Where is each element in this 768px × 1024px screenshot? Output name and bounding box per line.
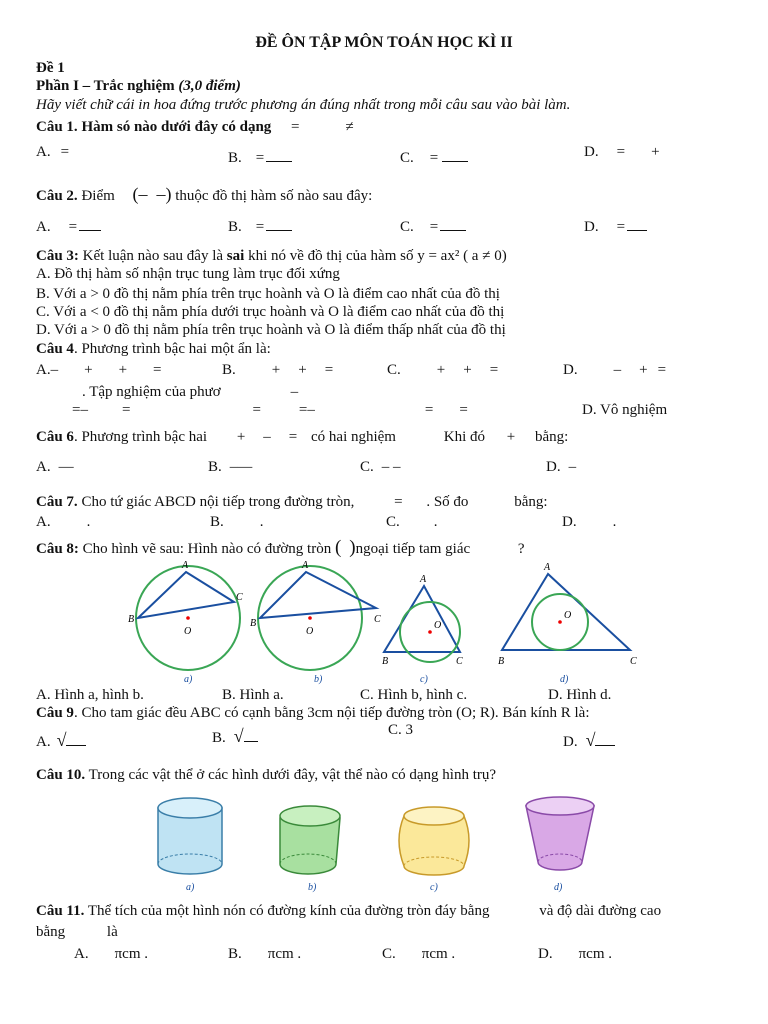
q6-option-b: B. –— — [208, 459, 253, 475]
q7-number: Câu 7. — [36, 494, 78, 510]
q9-number: Câu 9 — [36, 705, 74, 721]
q8-option-d: D. Hình d. — [548, 687, 612, 703]
q11-option-a — [74, 946, 148, 963]
q11-c-label: C. — [382, 946, 396, 962]
q11-d-unit: πcm . — [578, 946, 612, 962]
q7-a-label: A. — [36, 514, 51, 530]
q2-d-label: D. — [584, 219, 599, 235]
q7-text: Cho tứ giác ABCD nội tiếp trong đường tròn, — [81, 494, 355, 510]
q1-option-d: D. = + — [584, 144, 660, 160]
q7-option-d: D. . — [562, 514, 617, 530]
q1-option-b: B. = — [228, 150, 292, 167]
q8-text: Cho hình vẽ sau: Hình nào có đường tròn — [82, 541, 332, 557]
q4-number: Câu 4 — [36, 341, 74, 357]
q3-text-2: khi nó về đồ thị của hàm số y = ax² ( a ≠ 0) — [248, 248, 507, 264]
q4-option-c: C. + + = — [387, 362, 499, 378]
q3-text-1: Kết luận nào sau đây là — [82, 248, 224, 264]
q8-option-a: A. Hình a, hình b. — [36, 687, 144, 703]
question-1: Câu 1. Hàm só nào dưới đây có dạng = ≠ — [36, 119, 354, 135]
cup-d-caption: d) — [554, 882, 563, 893]
q9-text: . Cho tam giác đều ABC có cạnh bằng 3cm nội tiếp đường tròn (O; R). Bán kính R là: — [73, 705, 590, 721]
q6-number: Câu 6 — [36, 429, 74, 445]
q4-d-label: D. — [563, 362, 578, 378]
q10-figures — [140, 794, 600, 898]
q9-option-c: C. 3 — [388, 722, 414, 738]
svg-text:A: A — [182, 560, 189, 571]
cylinder-a-caption: a) — [186, 882, 195, 893]
q4-c-label: C. — [387, 362, 401, 378]
q5-options: =– = = =– = = — [72, 402, 468, 418]
q1-text: Hàm só nào dưới đây có dạng — [81, 119, 272, 135]
q6-option-a: A. — — [36, 459, 74, 475]
part-heading — [36, 78, 241, 95]
barrel-c — [399, 807, 469, 893]
q5-text: . Tập nghiệm của phươ – — [82, 384, 299, 400]
q1-number: Câu 1. — [36, 119, 78, 135]
q6-option-c: C. – – — [360, 459, 401, 475]
q7-c-label: C. — [386, 514, 400, 530]
figure-b-caption: b) — [314, 674, 323, 685]
q11-option-b — [228, 946, 301, 963]
q6-text-4: bằng: — [534, 429, 569, 445]
q9-d-label: D. — [563, 734, 578, 750]
svg-text:O: O — [564, 610, 572, 621]
cylinder-b-caption: b) — [308, 882, 317, 893]
figure-b — [250, 560, 381, 685]
q3-option-c: C. Với a < 0 đồ thị nằm phía dưới trục hoành và O là điểm cao nhất của đồ thị — [36, 304, 505, 320]
q2-c-label: C. — [400, 219, 414, 235]
q11-b-unit: πcm . — [267, 946, 302, 962]
q11-a-label: A. — [74, 946, 89, 962]
q1-option-a: A. = — [36, 144, 70, 160]
q8-q: ? — [517, 541, 525, 557]
part-title: Phần I – Trắc nghiệm — [36, 78, 179, 94]
q7-option-a: A. . — [36, 514, 91, 530]
svg-text:A: A — [302, 560, 309, 571]
barrel-c-caption: c) — [430, 882, 438, 893]
figure-a-caption: a) — [184, 674, 193, 685]
q9-option-b: B. √ — [212, 726, 258, 747]
exam-number: Đề 1 — [36, 60, 65, 76]
q11-text-3: bằng — [36, 924, 66, 940]
q3-option-a: A. Đồ thị hàm số nhận trục tung làm trục đối xứng — [36, 266, 340, 282]
q6-text: . Phương trình bậc hai — [73, 429, 208, 445]
q3-number: Câu 3: — [36, 248, 79, 264]
q11-text-4: là — [106, 924, 118, 940]
svg-text:O: O — [184, 626, 192, 637]
q8-option-b: B. Hình a. — [222, 687, 284, 703]
q1-d-label: D. — [584, 144, 599, 160]
q4-text: . Phương trình bậc hai một ẩn là: — [73, 341, 271, 357]
q3-sai: sai — [226, 248, 245, 264]
q1-option-c: C. = — [400, 150, 468, 167]
q8-figures — [120, 560, 650, 686]
question-3 — [36, 248, 507, 265]
cylinder-b — [280, 806, 340, 893]
page-title: ĐỀ ÔN TẬP MÔN TOÁN HỌC KÌ II — [255, 34, 513, 51]
q5-text-span: . Tập nghiệm của phươ — [82, 384, 221, 400]
svg-text:A: A — [544, 562, 551, 573]
q11-b-label: B. — [228, 946, 242, 962]
q1-a-label: A. — [36, 144, 51, 160]
q6-text-2: có hai nghiệm — [311, 429, 396, 445]
q11-text-2: và độ dài đường cao — [539, 903, 662, 919]
q11-c-unit: πcm . — [421, 946, 456, 962]
q2-text: Điểm — [81, 188, 115, 204]
question-8: Câu 8: Cho hình vẽ sau: Hình nào có đường tròn ( )ngoại tiếp tam giác ? — [36, 537, 525, 558]
question-4 — [36, 341, 271, 358]
q9-a-label: A. — [36, 734, 51, 750]
q10-text: Trong các vật thể ở các hình dưới đây, vật thể nào có dạng hình trụ? — [88, 767, 497, 783]
q7-option-c: C. . — [386, 514, 438, 530]
q6-text-3: Khi đó — [443, 429, 485, 445]
q3-option-d: D. Với a > 0 đồ thị nằm phía trên trục hoành và O là điểm thấp nhất của đồ thị — [36, 322, 506, 338]
q8-text-2: ngoại tiếp tam giác — [355, 541, 471, 557]
svg-text:A: A — [420, 574, 427, 585]
q4-a-label: A. — [36, 362, 51, 378]
question-2: Câu 2. Điểm (– –) thuộc đồ thị hàm số nào sau đây: — [36, 184, 373, 204]
question-6: Câu 6. Phương trình bậc hai + – = có hai nghiệm Khi đó + bằng: — [36, 429, 569, 445]
q8-number: Câu 8: — [36, 541, 79, 557]
q2-a-label: A. — [36, 219, 51, 235]
q11-option-c — [382, 946, 455, 963]
question-10 — [36, 767, 496, 784]
q2-option-d: D. = — [584, 219, 647, 236]
q6-c-label: C. — [360, 459, 374, 475]
q11-d-label: D. — [538, 946, 553, 962]
figure-c-caption: c) — [420, 674, 428, 685]
q9-b-label: B. — [212, 730, 226, 746]
q11-line-2 — [36, 924, 118, 941]
q1-c-label: C. — [400, 150, 414, 166]
q6-a-label: A. — [36, 459, 51, 475]
svg-text:C: C — [456, 656, 463, 667]
figure-a — [128, 560, 243, 685]
svg-text:O: O — [306, 626, 314, 637]
q11-option-d — [538, 946, 612, 963]
q2-option-b: B. = — [228, 219, 292, 236]
q7-b-label: B. — [210, 514, 224, 530]
q6-d-label: D. — [546, 459, 561, 475]
svg-text:B: B — [250, 618, 257, 629]
figure-c — [382, 574, 463, 685]
q1-b-label: B. — [228, 150, 242, 166]
q11-a-unit: πcm . — [114, 946, 148, 962]
q2-text-2: thuộc đồ thị hàm số nào sau đây: — [175, 188, 373, 204]
question-11 — [36, 903, 661, 920]
cup-d — [526, 797, 594, 893]
svg-text:O: O — [434, 620, 442, 631]
q2-option-a: A. = — [36, 219, 101, 236]
question-9 — [36, 705, 590, 722]
q7-text-2: . Số đo — [426, 494, 469, 510]
q4-b-label: B. — [222, 362, 236, 378]
part-points: (3,0 điểm) — [178, 78, 241, 94]
q4-option-a: A.– + + = — [36, 362, 162, 378]
q10-number: Câu 10. — [36, 767, 86, 783]
svg-text:C: C — [630, 656, 637, 667]
q5-option-d: D. Vô nghiệm — [582, 402, 668, 418]
q11-number: Câu 11. — [36, 903, 85, 919]
question-7: Câu 7. Cho tứ giác ABCD nội tiếp trong đường tròn, = . Số đo bằng: — [36, 494, 548, 510]
q7-option-b: B. . — [210, 514, 264, 530]
q4-option-d: D. – + = — [563, 362, 667, 378]
q8-option-c: C. Hình b, hình c. — [360, 687, 468, 703]
figure-d-caption: d) — [560, 674, 569, 685]
svg-text:C: C — [236, 592, 243, 603]
svg-text:C: C — [374, 614, 381, 625]
q3-option-b: B. Với a > 0 đồ thị nằm phía trên trục hoành và O là điểm cao nhất của đồ thị — [36, 286, 500, 302]
cylinder-a — [158, 798, 222, 893]
q4-option-b: B. + + = — [222, 362, 334, 378]
q2-option-c: C. = — [400, 219, 466, 236]
q6-option-d: D. – — [546, 459, 577, 475]
svg-text:B: B — [498, 656, 505, 667]
q2-b-label: B. — [228, 219, 242, 235]
figure-d — [498, 562, 637, 685]
svg-text:B: B — [382, 656, 389, 667]
q2-number: Câu 2. — [36, 188, 78, 204]
q7-text-3: bằng: — [514, 494, 548, 510]
q6-b-label: B. — [208, 459, 222, 475]
svg-text:B: B — [128, 614, 135, 625]
q7-d-label: D. — [562, 514, 577, 530]
q9-option-a: A. √ — [36, 730, 86, 751]
q11-text: Thể tích của một hình nón có đường kính của đường tròn đáy bằng — [87, 903, 490, 919]
q9-option-d: D. √ — [563, 730, 615, 751]
instruction: Hãy viết chữ cái in hoa đứng trước phương án đúng nhất trong mỗi câu sau vào bài làm. — [36, 97, 571, 113]
